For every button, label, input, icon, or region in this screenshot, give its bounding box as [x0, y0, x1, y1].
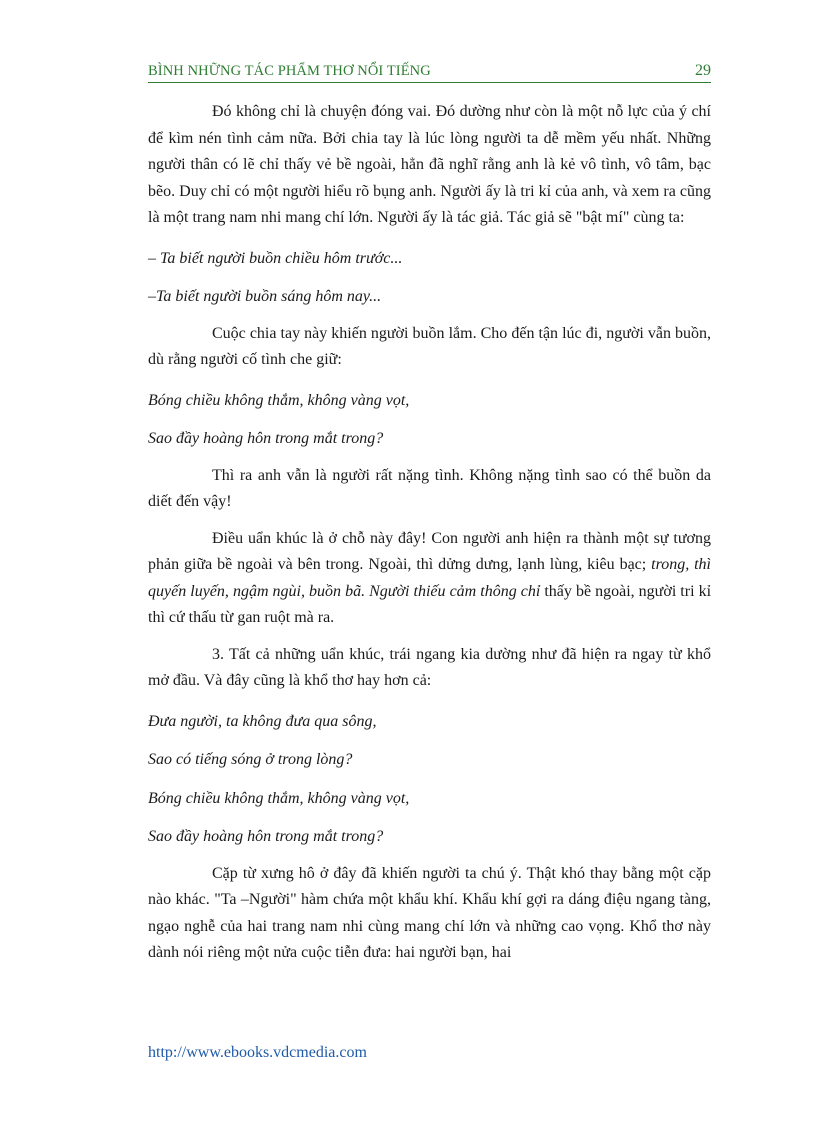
paragraph-5: 3. Tất cả những uẩn khúc, trái ngang kia dường như đã hiện ra ngay từ khổ mở đầu. Và đây cũng là khổ thơ hay hơn cả:: [148, 645, 711, 689]
paragraph-1: Đó không chỉ là chuyện đóng vai. Đó dường như còn là một nỗ lực của ý chí để kìm nén tình cảm nữa. Bởi chia tay là lúc lòng người ta dễ mềm yếu nhất. Những người thân có lẽ chỉ thấy vẻ bề ngoài, hẳn đã nghĩ rằng anh là kẻ vô tình, vô tâm, bạc bẽo. Duy chỉ có một người hiểu rõ bụng anh. Người ấy là tri kỉ của anh, và xem ra cũng là một trang nam nhi mang chí lớn. Người ấy là tác giả. Tác giả sẽ "bật mí" cùng ta:: [148, 103, 711, 226]
verse-line-8: Sao đầy hoàng hôn trong mắt trong?: [148, 828, 384, 845]
paragraph-4: [148, 526, 711, 632]
book-title: BÌNH NHỮNG TÁC PHẨM THƠ NỔI TIẾNG: [148, 63, 431, 79]
verse-line-6: Sao có tiếng sóng ở trong lòng?: [148, 751, 353, 768]
verse-line-2: –Ta biết người buồn sáng hôm nay...: [148, 288, 382, 305]
verse-line-3: Bóng chiều không thắm, không vàng vọt,: [148, 391, 410, 409]
paragraph-4-italic: trong, thì quyến luyến, ngậm ngùi, buồn bã. Người thiếu cảm thông chỉ: [148, 556, 712, 600]
verse-line-5: Đưa người, ta không đưa qua sông,: [148, 712, 377, 730]
paragraph-6: Cặp từ xưng hô ở đây đã khiến người ta chú ý. Thật khó thay bằng một cặp nào khác. "Ta –Người" hàm chứa một khẩu khí. Khẩu khí gợi ra dáng điệu ngang tàng, ngạo nghễ của hai trang nam nhi cùng mang chí lớn và những cao vọng. Khổ thơ này dành nói riêng một nửa cuộc tiễn đưa: hai người bạn, hai: [148, 864, 711, 961]
paragraph-3: Thì ra anh vẫn là người rất nặng tình. Không nặng tình sao có thể buồn da diết đến vậy!: [148, 466, 711, 510]
paragraph-4-start: Điều uẩn khúc là ở chỗ này đây! Con người anh hiện ra thành một sự tương phản giữa bề ngoài và bên trong. Ngoài, thì dửng dưng, lạnh lùng, kiêu bạc;: [148, 529, 711, 573]
verse-line-4: Sao đầy hoàng hôn trong mắt trong?: [148, 430, 384, 447]
footer-url[interactable]: http://www.ebooks.vdcmedia.com: [148, 1044, 367, 1061]
paragraph-4-end: thấy bề ngoài, người tri kỉ thì cứ thấu từ gan ruột mà ra.: [148, 582, 712, 626]
running-header: [148, 60, 711, 83]
paragraph-2: Cuộc chia tay này khiến người buồn lắm. Cho đến tận lúc đi, người vẫn buồn, dù rằng người cố tình che giữ:: [148, 324, 711, 368]
verse-line-1: – Ta biết người buồn chiều hôm trước...: [148, 249, 403, 267]
verse-line-7: Bóng chiều không thắm, không vàng vọt,: [148, 789, 410, 807]
page-number: 29: [695, 62, 711, 79]
page-body: [148, 99, 711, 967]
